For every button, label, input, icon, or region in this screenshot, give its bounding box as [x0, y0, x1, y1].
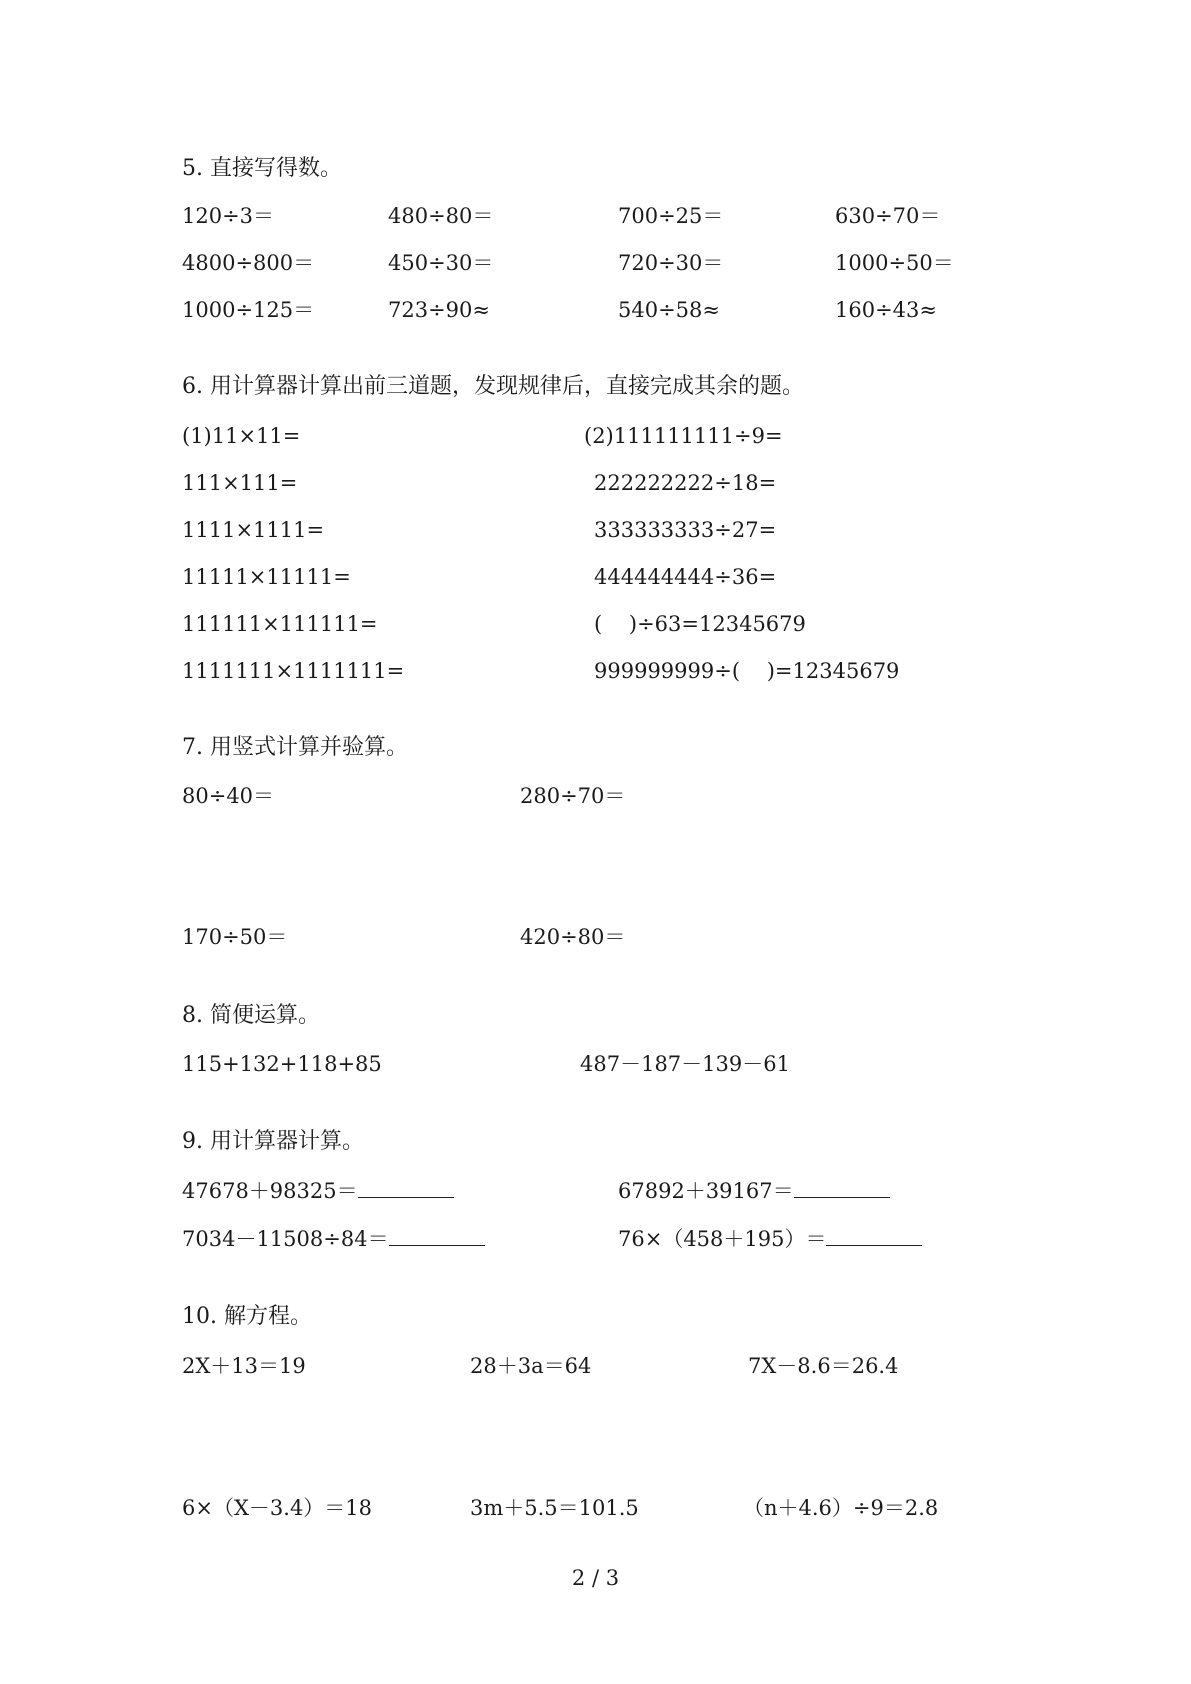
s9-item — [618, 1177, 890, 1205]
s6-right-item: 999999999÷( )=12345679 — [594, 659, 900, 683]
s6-left-item: 111111×111111= — [182, 612, 378, 636]
s10-item: 6×（X－3.4）＝18 — [182, 1496, 373, 1520]
s8-item: 487－187－139－61 — [580, 1052, 790, 1076]
s5-item: 723÷90≈ — [388, 298, 490, 322]
answer-blank[interactable] — [358, 1179, 454, 1198]
s9-expression: 67892＋39167＝ — [618, 1179, 794, 1203]
s5-item: 480÷80＝ — [388, 204, 494, 228]
s6-left-item: 1111111×1111111= — [182, 659, 405, 683]
s6-right-item: 333333333÷27= — [594, 518, 777, 542]
s5-item: 540÷58≈ — [618, 298, 720, 322]
s5-item: 160÷43≈ — [835, 298, 937, 322]
s6-left-item: 111×111= — [182, 471, 298, 495]
s7-item: 170÷50＝ — [182, 925, 288, 949]
s9-item — [182, 1225, 485, 1253]
s6-right-item: (2)111111111÷9= — [584, 424, 783, 448]
s5-item: 1000÷125＝ — [182, 298, 315, 322]
s10-item: （n＋4.6）÷9＝2.8 — [743, 1496, 939, 1520]
answer-blank[interactable] — [389, 1227, 485, 1246]
s10-item: 28＋3a＝64 — [470, 1354, 592, 1378]
s8-item: 115+132+118+85 — [182, 1052, 382, 1076]
s5-item: 450÷30＝ — [388, 251, 494, 275]
s10-item: 7X－8.6＝26.4 — [748, 1354, 899, 1378]
s6-left-item: 11111×11111= — [182, 565, 351, 589]
s6-right-item: ( )÷63=12345679 — [594, 612, 806, 636]
s6-left-item: 1111×1111= — [182, 518, 325, 542]
s5-item: 720÷30＝ — [618, 251, 724, 275]
s5-item: 120÷3＝ — [182, 204, 275, 228]
section-7-heading: 7. 用竖式计算并验算。 — [182, 735, 408, 760]
section-8-heading: 8. 简便运算。 — [182, 1003, 320, 1028]
s7-item: 280÷70＝ — [520, 784, 626, 808]
s7-item: 80÷40＝ — [182, 784, 275, 808]
s5-item: 1000÷50＝ — [835, 251, 954, 275]
s5-item: 4800÷800＝ — [182, 251, 315, 275]
s10-item: 2X＋13＝19 — [182, 1354, 306, 1378]
answer-blank[interactable] — [794, 1179, 890, 1198]
section-6-heading: 6. 用计算器计算出前三道题，发现规律后，直接完成其余的题。 — [182, 374, 804, 399]
s9-expression: 76×（458＋195）＝ — [618, 1227, 827, 1251]
s10-item: 3m＋5.5＝101.5 — [470, 1496, 639, 1520]
s7-item: 420÷80＝ — [520, 925, 626, 949]
section-9-heading: 9. 用计算器计算。 — [182, 1129, 364, 1154]
s6-right-item: 444444444÷36= — [594, 565, 777, 589]
s6-right-item: 222222222÷18= — [594, 471, 777, 495]
s9-expression: 7034－11508÷84＝ — [182, 1227, 389, 1251]
s5-item: 700÷25＝ — [618, 204, 724, 228]
page-number: 2 / 3 — [571, 1566, 620, 1590]
s6-left-item: (1)11×11= — [182, 424, 301, 448]
s9-expression: 47678＋98325＝ — [182, 1179, 358, 1203]
section-10-heading: 10. 解方程。 — [182, 1304, 312, 1329]
s9-item — [618, 1225, 922, 1253]
s9-item — [182, 1177, 454, 1205]
answer-blank[interactable] — [826, 1227, 922, 1246]
section-5-heading: 5. 直接写得数。 — [182, 156, 342, 181]
s5-item: 630÷70＝ — [835, 204, 941, 228]
